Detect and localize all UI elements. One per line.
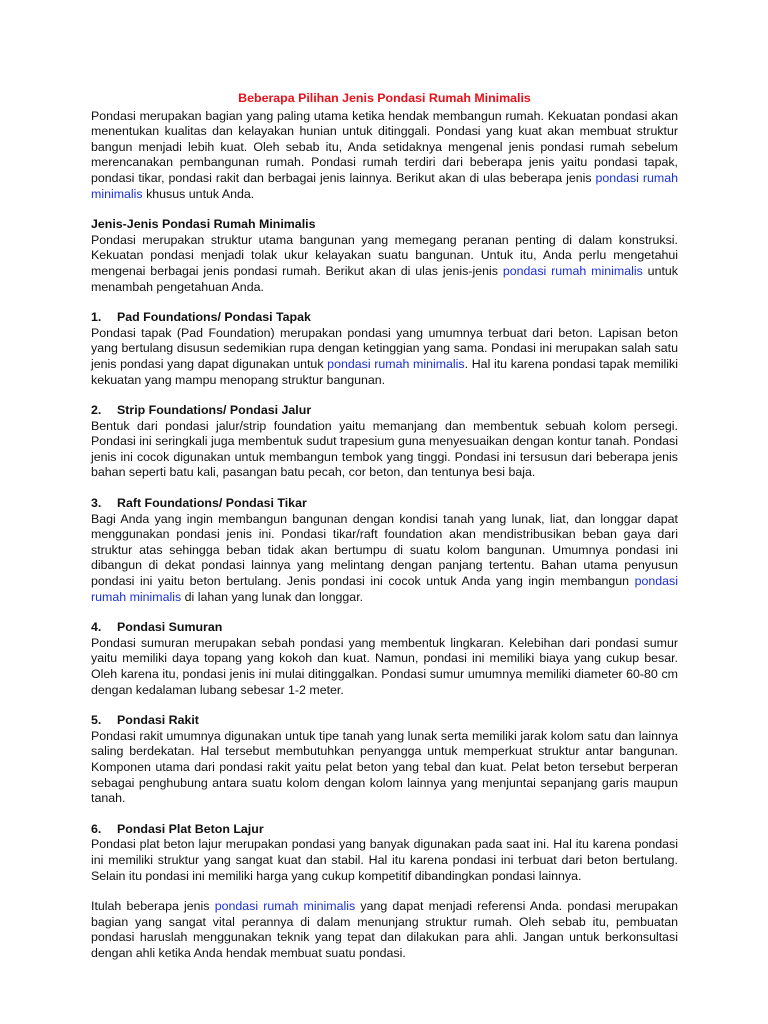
item-heading — [91, 496, 678, 512]
item-plat-beton-lajur — [91, 822, 678, 884]
section-text-end: untuk menambah pengetahuan Anda. — [91, 263, 678, 294]
item-heading — [91, 310, 678, 326]
item-title: Pondasi Sumuran — [117, 620, 223, 635]
document-title: Beberapa Pilihan Jenis Pondasi Rumah Minimalis — [238, 91, 531, 105]
item-number: 2. — [91, 403, 102, 418]
item-heading — [91, 620, 678, 636]
closing-text-end: yang dapat menjadi referensi Anda. pondasi merupakan bagian yang sangat vital perannya di dalam menunjang struktur rumah. Oleh sebab itu, pembuatan pondasi haruslah menggunakan teknik yang tepat dan dilakukan para ahli. Jangan untuk berkonsultasi dengan ahli ketika Anda hendak membuat suatu pondasi. — [91, 899, 678, 960]
item-number: 6. — [91, 821, 102, 836]
item-paragraph — [91, 729, 678, 807]
closing-link[interactable]: pondasi rumah minimalis — [214, 899, 356, 914]
item-text-end: . Hal itu karena pondasi tapak memiliki kekuatan yang mampu menopang struktur bangunan. — [91, 356, 679, 387]
item-text: Bagi Anda yang ingin membangun bangunan dengan kondisi tanah yang lunak, liat, dan longgar dapat menggunakan pondasi jenis ini. Pondasi tikar/raft foundation akan mendistribusikan beban gaya dari struktur atas sehingga beban tidak akan bertumpu di suatu kolom bangunan. Umumnya pondasi ini dibangun di dekat pondasi lainnya yang melintang dengan panjang tertentu. Bahan utama penyusun pondasi ini yaitu beton bertulang. Jenis pondasi ini cocok untuk Anda yang ingin membangun — [91, 511, 678, 589]
closing-block — [91, 899, 678, 961]
item-paragraph — [91, 636, 678, 698]
item-title: Pondasi Plat Beton Lajur — [117, 821, 264, 836]
item-number: 3. — [91, 496, 102, 511]
item-link[interactable]: pondasi rumah minimalis — [91, 574, 678, 604]
item-number: 4. — [91, 620, 102, 635]
section-text: Pondasi merupakan struktur utama bangunan yang memegang peranan penting di dalam konstruksi. Kekuatan pondasi menjadi tolak ukur kelayakan suatu bangunan. Untuk itu, Anda perlu mengetahui mengenai berbagai jenis pondasi rumah. Berikut akan di ulas jenis-jenis — [91, 232, 678, 278]
item-pondasi-sumuran — [91, 620, 678, 698]
item-link[interactable]: pondasi rumah minimalis — [327, 356, 465, 371]
item-text: Pondasi tapak (Pad Foundation) merupakan pondasi yang umumnya terbuat dari beton. Lapisan beton yang bertulang disusun sedemikian rupa dengan ketinggian yang sama. Pondasi ini merupakan salah satu jenis pondasi yang dapat digunakan untuk — [91, 325, 678, 371]
item-paragraph — [91, 419, 678, 481]
item-paragraph — [91, 837, 678, 884]
item-text: Pondasi plat beton lajur merupakan pondasi yang banyak digunakan pada saat ini. Hal itu karena pondasi ini memiliki struktur yang sangat kuat dan stabil. Hal itu karena pondasi ini terbuat dari beton bertulang. Selain itu pondasi ini memiliki harga yang cukup kompetitif dibandingkan pondasi lainnya. — [91, 837, 678, 883]
item-strip-foundation — [91, 403, 678, 481]
intro-paragraph — [91, 109, 678, 203]
intro-link[interactable]: pondasi rumah minimalis — [91, 170, 678, 201]
intro-text: Pondasi merupakan bagian yang paling utama ketika hendak membangun rumah. Kekuatan pondasi akan menentukan kualitas dan kelayakan hunian untuk ditinggali. Pondasi yang kuat akan membuat struktur bangun menjadi lebih kuat. Oleh sebab itu, Anda setidaknya mengenal jenis pondasi rumah sebelum merencanakan pembangunan rumah. Pondasi rumah terdiri dari beberapa jenis yaitu pondasi tapak, pondasi tikar, pondasi rakit dan berbagai jenis lainnya. Berikut akan di ulas beberapa jenis — [91, 108, 678, 185]
item-heading — [91, 713, 678, 729]
intro-text-end: khusus untuk Anda. — [142, 186, 255, 201]
section-block — [91, 217, 678, 295]
section-heading: Jenis-Jenis Pondasi Rumah Minimalis — [91, 217, 316, 232]
item-text: Bentuk dari pondasi jalur/strip foundation yaitu memanjang dan membentuk sebuah kolom persegi. Pondasi ini seringkali juga membentuk sudut trapesium guna menyesuaikan dengan kontur tanah. Pondasi jenis ini cocok digunakan untuk membangun tembok yang tinggi. Pondasi ini tersusun dari beberapa jenis bahan seperti batu kali, pasangan batu pecah, cor beton, dan tentunya besi baja. — [91, 418, 678, 480]
item-number: 1. — [91, 310, 102, 325]
item-number: 5. — [91, 713, 102, 728]
section-paragraph — [91, 233, 678, 295]
item-paragraph — [91, 326, 678, 388]
section-link[interactable]: pondasi rumah minimalis — [502, 263, 643, 278]
item-text: Pondasi rakit umumnya digunakan untuk tipe tanah yang lunak serta memiliki jarak kolom satu dan lainnya saling berdekatan. Hal tersebut membutuhkan penyangga untuk memperkuat struktur antar bangunan. Komponen utama dari pondasi rakit yaitu pelat beton yang tebal dan kuat. Pelat beton tersebut berperan sebagai penghubung antara suatu kolom dengan kolom lainnya yang menjuntai sepanjang garis maupun tanah. — [91, 728, 678, 806]
item-paragraph — [91, 512, 678, 606]
closing-text: Itulah beberapa jenis — [91, 899, 215, 914]
item-title: Pondasi Rakit — [117, 713, 199, 728]
item-text: Pondasi sumuran merupakan sebah pondasi yang membentuk lingkaran. Kelebihan dari pondasi sumur yaitu memiliki daya topang yang kokoh dan kuat. Namun, pondasi ini memiliki biaya yang cukup besar. Oleh karena itu, pondasi jenis ini mulai ditinggalkan. Pondasi sumur umumnya memiliki diameter 60-80 cm dengan kedalaman lubang sebesar 1-2 meter. — [91, 635, 678, 697]
item-title: Raft Foundations/ Pondasi Tikar — [117, 496, 307, 511]
item-pondasi-rakit — [91, 713, 678, 807]
item-pad-foundation — [91, 310, 678, 388]
item-heading — [91, 403, 678, 419]
item-title: Strip Foundations/ Pondasi Jalur — [117, 403, 312, 418]
item-title: Pad Foundations/ Pondasi Tapak — [117, 310, 311, 325]
closing-paragraph — [91, 899, 678, 961]
item-raft-foundation — [91, 496, 678, 605]
item-heading — [91, 822, 678, 838]
item-text-end: di lahan yang lunak dan longgar. — [181, 589, 364, 604]
